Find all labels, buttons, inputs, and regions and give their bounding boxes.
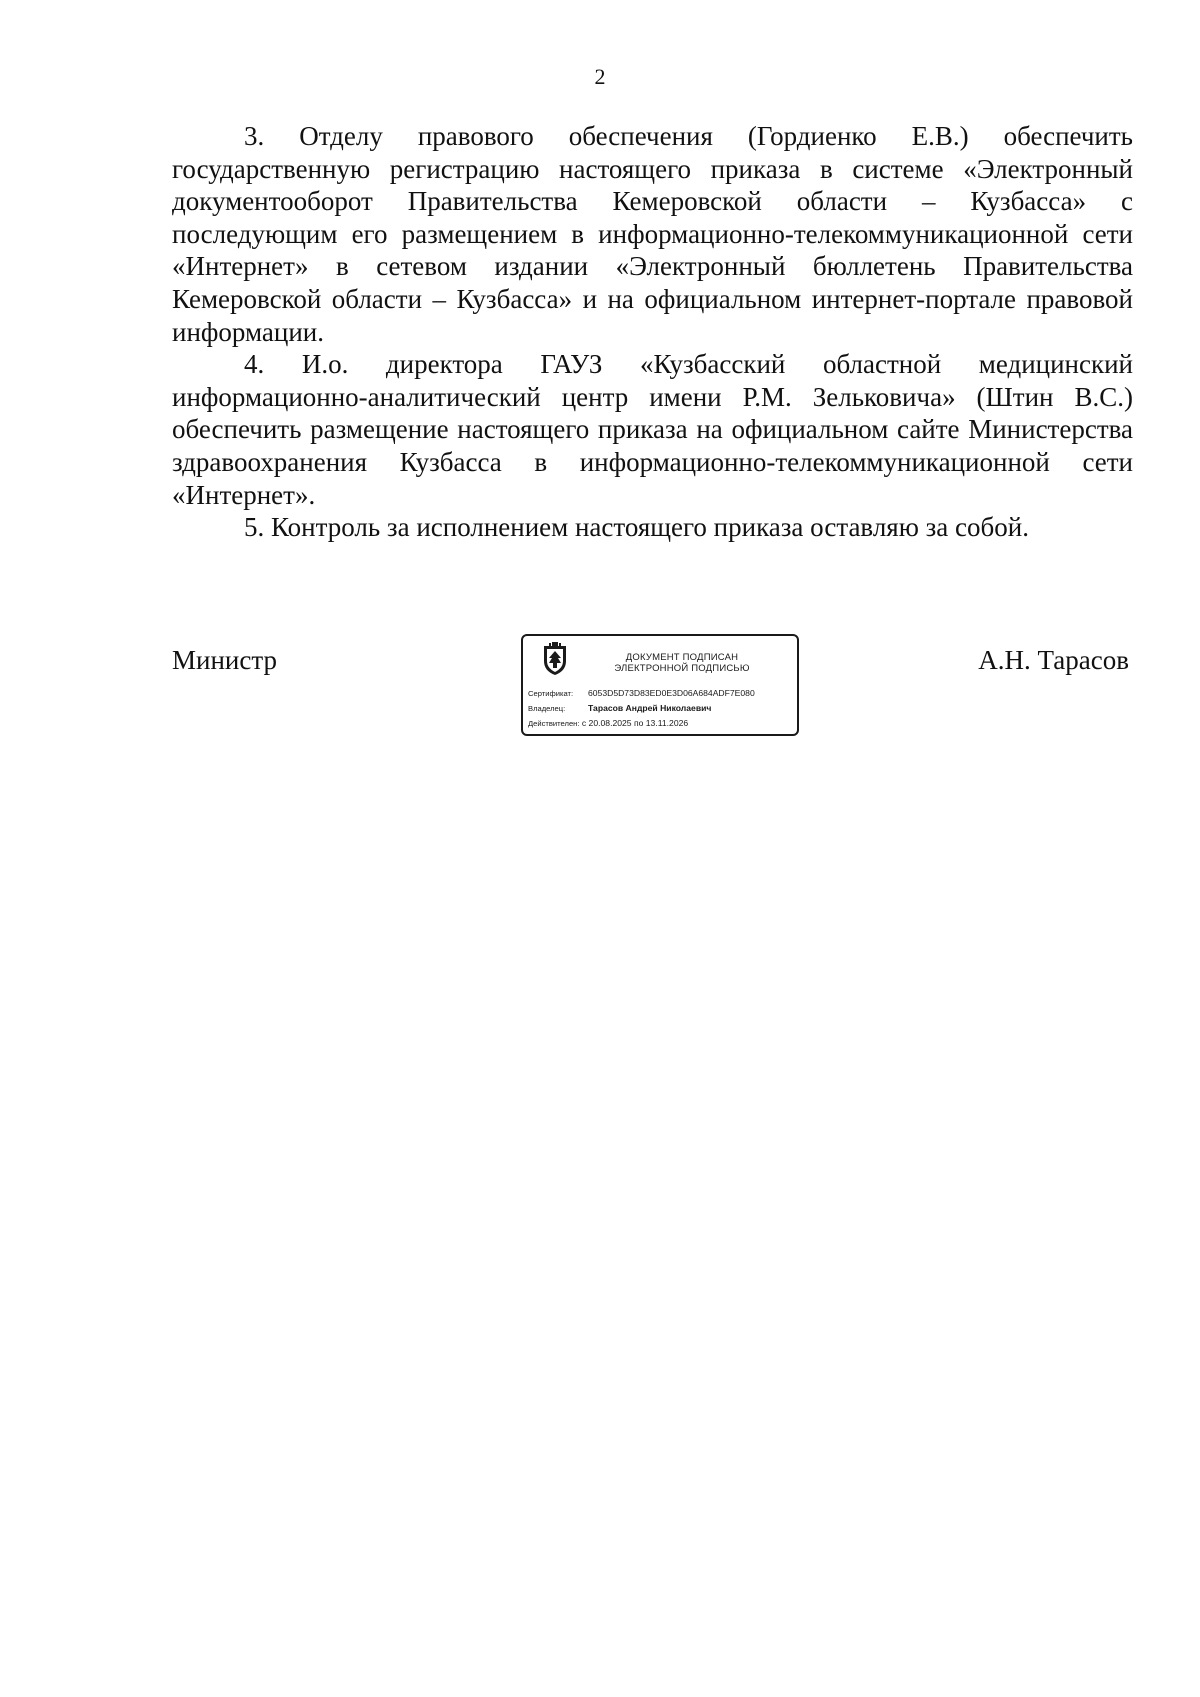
paragraph-3: 3. Отделу правового обеспечения (Гордиенко Е.В.) обеспечить государственную регистрацию настоящего приказа в системе «Электронный документооборот Правительства Кемеровской области – Кузбасса» с последующим его размещением в информационно-телекоммуникационной сети «Интернет» в сетевом издании «Электронный бюллетень Правительства Кемеровской области – Кузбасса» и на официальном интернет-портале правовой информации. bbox=[172, 121, 1133, 347]
page-number: 2 bbox=[594, 64, 606, 89]
stamp-heading-line-2: ЭЛЕКТРОННОЙ ПОДПИСЬЮ bbox=[614, 663, 750, 674]
owner-value: Тарасов Андрей Николаевич bbox=[588, 703, 712, 713]
signature-block bbox=[172, 634, 1133, 744]
stamp-owner bbox=[528, 703, 711, 714]
certificate-label: Сертификат: bbox=[528, 689, 574, 698]
stamp-heading-line-1: ДОКУМЕНТ ПОДПИСАН bbox=[625, 652, 739, 663]
coat-of-arms-icon bbox=[541, 642, 569, 676]
stamp-validity bbox=[528, 718, 688, 729]
signer-name: А.Н. Тарасов bbox=[978, 645, 1129, 675]
validity-value: с 20.08.2025 по 13.11.2026 bbox=[581, 718, 689, 728]
electronic-signature-stamp bbox=[521, 634, 799, 736]
signer-title: Министр bbox=[172, 645, 277, 675]
paragraph-5: 5. Контроль за исполнением настоящего приказа оставляю за собой. bbox=[244, 512, 1029, 543]
document-body bbox=[172, 120, 1133, 544]
validity-label: Действителен: bbox=[528, 719, 580, 728]
paragraph-4: 4. И.о. директора ГАУЗ «Кузбасский областной медицинский информационно-аналитический центр имени Р.М. Зельковича» (Штин В.С.) обеспечить размещение настоящего приказа на официальном сайте Министерства здравоохранения Кузбасса в информационно-телекоммуникационной сети «Интернет». bbox=[172, 349, 1133, 510]
certificate-value: 6053D5D73D83ED0E3D06A684ADF7E080 bbox=[588, 688, 755, 698]
owner-label: Владелец: bbox=[528, 704, 566, 713]
stamp-certificate bbox=[528, 688, 755, 699]
stamp-heading bbox=[579, 652, 785, 674]
